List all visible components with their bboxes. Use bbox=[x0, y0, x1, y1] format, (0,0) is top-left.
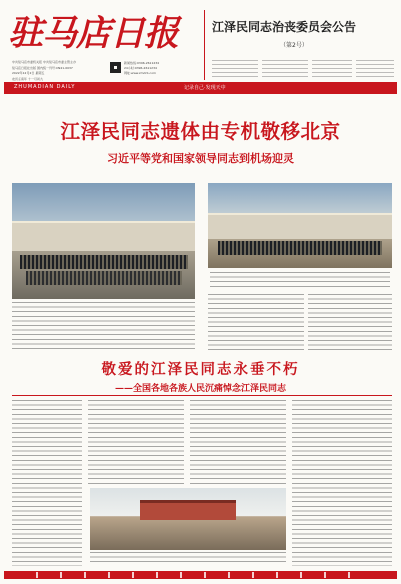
notice-title: 江泽民同志治丧委员会公告 bbox=[212, 20, 357, 34]
article-body bbox=[12, 400, 82, 566]
masthead-divider bbox=[204, 10, 205, 80]
contact-line: 24小时:0396-2611234 bbox=[124, 66, 157, 70]
contact-line: 网址:www.zmdrb.com bbox=[124, 71, 156, 75]
qr-code-icon bbox=[110, 62, 121, 73]
masthead-motto: 记录自己·发现天中 bbox=[184, 85, 226, 91]
meta-line: 2022年12月2日 星期五 bbox=[12, 71, 45, 76]
notice-body-column bbox=[262, 60, 308, 80]
photo-caption bbox=[210, 272, 390, 290]
lead-subhead: 习近平等党和国家领导同志到机场迎灵 bbox=[107, 152, 294, 165]
section-rule bbox=[12, 395, 392, 396]
contact-line: 新闻热线:0396-2611234 bbox=[124, 61, 160, 65]
article-body bbox=[190, 400, 286, 484]
second-headline: 敬爱的江泽民同志永垂不朽 bbox=[101, 361, 300, 378]
photo-building bbox=[12, 221, 195, 251]
photo-airport-ceremony bbox=[12, 183, 195, 299]
notice-body-column bbox=[312, 60, 352, 80]
photo-caption bbox=[90, 552, 286, 566]
meta-line: 驻马店日报社出版 国内统一刊号:CN41-0037 bbox=[12, 65, 73, 70]
article-body bbox=[308, 294, 392, 350]
masthead-english: ZHUMADIAN DAILY bbox=[14, 84, 76, 90]
lead-headline: 江泽民同志遗体由专机敬移北京 bbox=[60, 120, 341, 143]
photo-crowd bbox=[26, 271, 182, 285]
photo-crowd bbox=[20, 255, 188, 269]
masthead-contact bbox=[124, 61, 204, 76]
notice-number: （第2号） bbox=[280, 42, 308, 49]
article-body bbox=[292, 400, 392, 566]
footer-pattern bbox=[30, 572, 370, 578]
article-body bbox=[208, 294, 304, 350]
photo-building bbox=[208, 213, 392, 239]
masthead-meta bbox=[12, 60, 102, 82]
photo-crowd bbox=[218, 241, 382, 255]
meta-line: 农历壬寅年 十一月初九 bbox=[12, 76, 43, 81]
meta-line: 中共驻马店市委机关报 中共驻马店市委主管主办 bbox=[12, 60, 76, 64]
article-body bbox=[12, 302, 195, 352]
photo-arrival bbox=[208, 183, 392, 268]
notice-body-column bbox=[356, 60, 394, 80]
second-subhead: ——全国各地各族人民沉痛悼念江泽民同志 bbox=[114, 384, 286, 394]
notice-body-column bbox=[212, 60, 258, 80]
masthead-logo: 驻马店日报 bbox=[8, 14, 179, 54]
article-body bbox=[88, 400, 184, 484]
photo-gate bbox=[140, 500, 236, 520]
